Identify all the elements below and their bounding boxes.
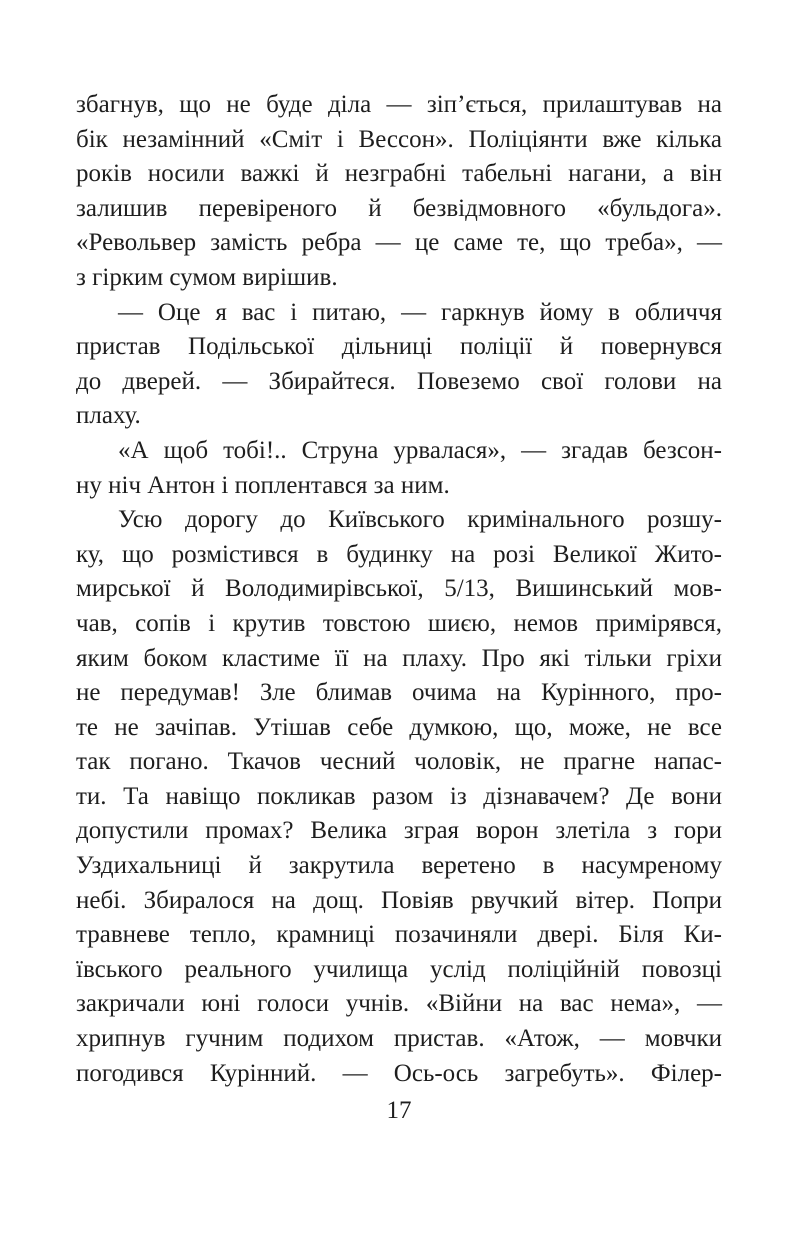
text-line: погодився Курінний. — Ось-ось загребуть». Філер-	[76, 1059, 722, 1087]
text-line: бік незамінний «Сміт і Вессон». Поліціянти вже кілька	[76, 125, 722, 153]
page-text	[76, 88, 722, 1091]
text-line: ївського реального училища услід поліційній повозці	[76, 955, 722, 983]
text-line: не передумав! Зле блимав очима на Курінного, про-	[76, 679, 722, 707]
text-line: те не зачіпав. Утішав себе думкою, що, може, не все	[76, 713, 722, 741]
text-line: пристав Подільської дільниці поліції й повернувся	[76, 333, 722, 361]
text-line: плаху.	[76, 402, 141, 430]
text-line: «А щоб тобі!.. Струна урвалася», — згадав безсон-	[118, 436, 722, 464]
text-line: ну ніч Антон і поплентався за ним.	[76, 471, 450, 499]
page-number: 17	[386, 1097, 412, 1124]
text-line: років носили важкі й незграбні табельні нагани, а він	[76, 160, 722, 188]
text-line: допустили промах? Велика зграя ворон злетіла з гори	[76, 817, 722, 845]
text-line: мирської й Володимирівської, 5/13, Вишинський мов-	[76, 575, 722, 603]
text-line: збагнув, що не буде діла — зіп’ється, прилаштував на	[76, 91, 722, 118]
text-line: Уздихальниці й закрутила веретено в насумреному	[76, 852, 722, 880]
text-line: ку, що розмістився в будинку на розі Великої Жито-	[76, 540, 722, 568]
text-line: травневе тепло, крамниці позачиняли двері. Біля Ки-	[76, 921, 722, 949]
text-line: ти. Та навіщо покликав разом із дізнавачем? Де вони	[76, 782, 722, 810]
text-line: так погано. Ткачов чесний чоловік, не прагне напас-	[76, 748, 722, 776]
text-line: яким боком кластиме її на плаху. Про які тільки гріхи	[76, 644, 722, 672]
text-line: з гірким сумом вирішив.	[76, 263, 338, 291]
text-line: «Револьвер замість ребра — це саме те, що треба», —	[76, 229, 722, 257]
text-line: закричали юні голоси учнів. «Війни на вас нема», —	[76, 990, 722, 1018]
text-line: хрипнув гучним подихом пристав. «Атож, — мовчки	[76, 1025, 722, 1053]
text-line: до дверей. — Збирайтеся. Повеземо свої голови на	[76, 367, 722, 395]
text-line: залишив перевіреного й безвідмовного «бульдога».	[76, 194, 722, 222]
text-line: чав, сопів і крутив товстою шиєю, немов примірявся,	[76, 609, 722, 637]
text-line: Усю дорогу до Київського кримінального розшу-	[118, 506, 722, 534]
text-line: — Оце я вас і питаю, — гаркнув йому в обличчя	[118, 298, 722, 326]
text-line: небі. Збиралося на дощ. Повіяв рвучкий вітер. Попри	[76, 886, 722, 914]
